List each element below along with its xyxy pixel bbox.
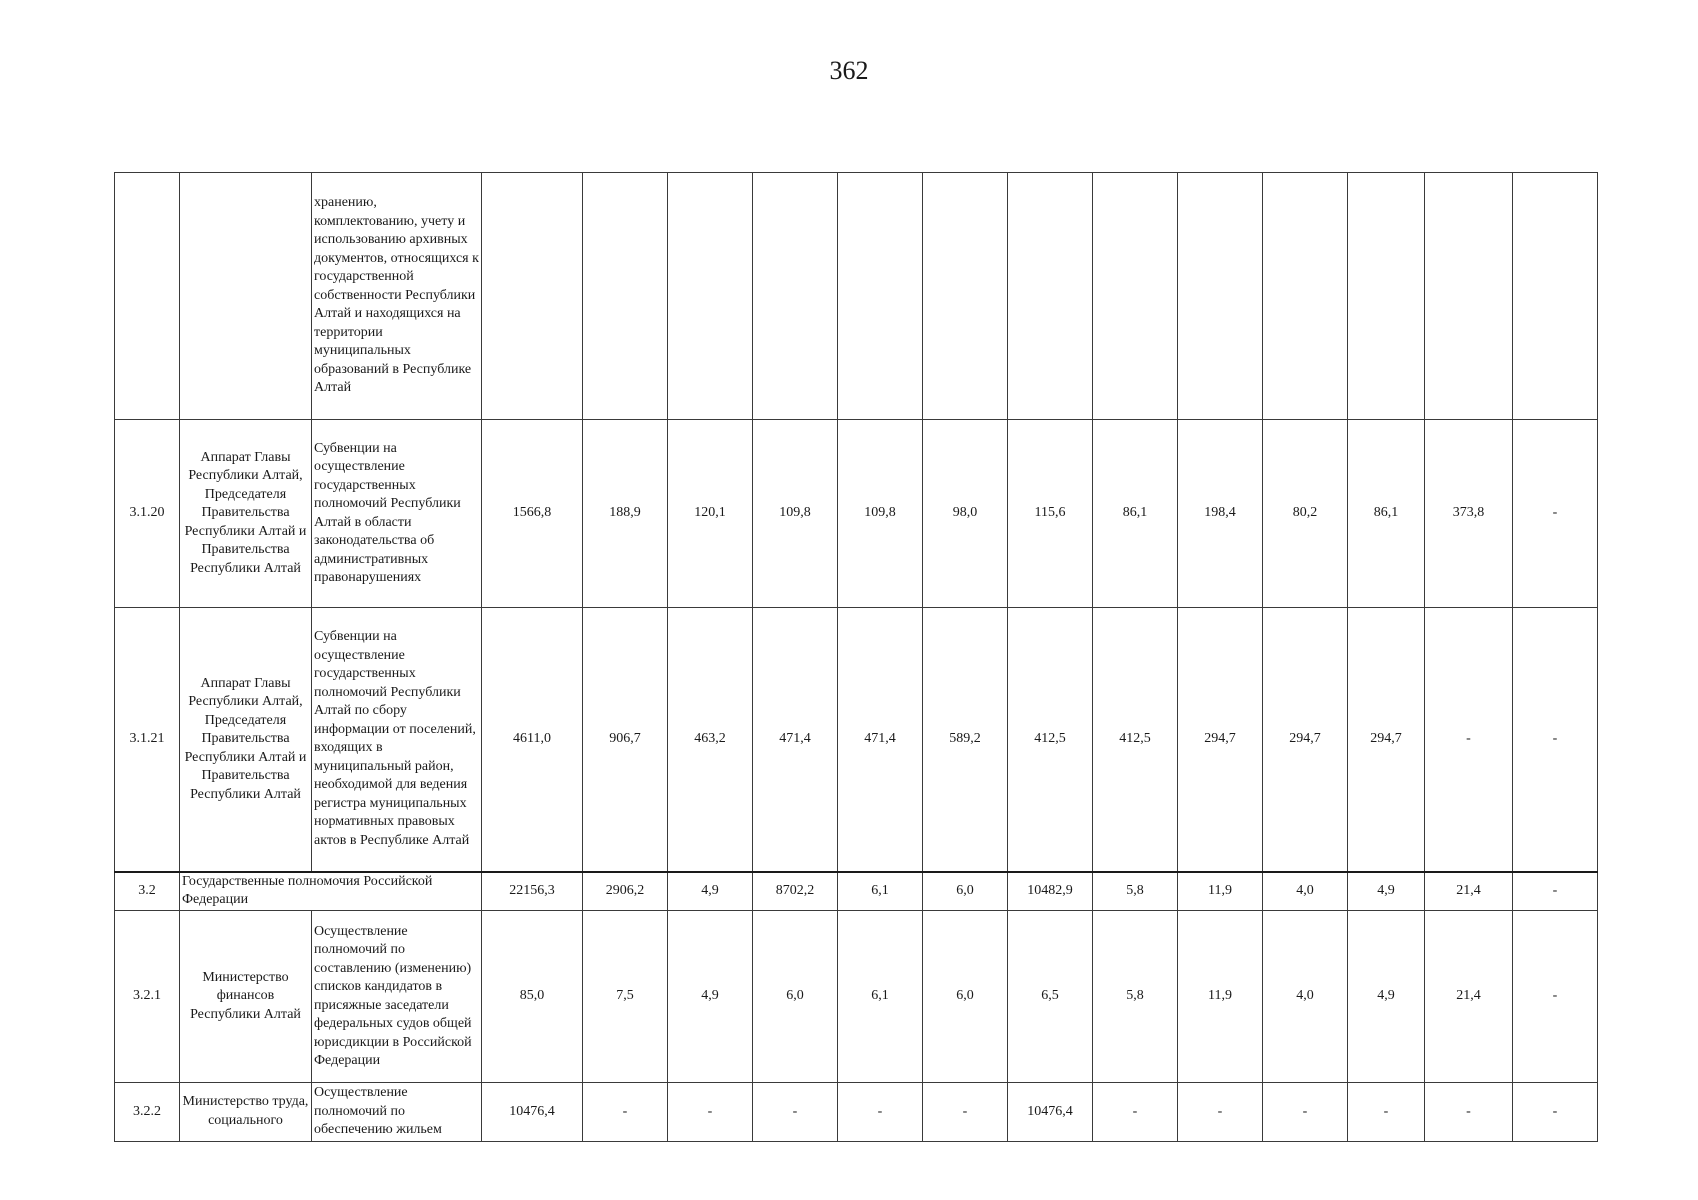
value-cell: 5,8 <box>1093 872 1178 911</box>
value-cell: 6,1 <box>838 911 923 1083</box>
table-row <box>115 173 1598 420</box>
value-cell: 80,2 <box>1263 420 1348 608</box>
value-cell: 85,0 <box>482 911 583 1083</box>
value-cell: 906,7 <box>583 608 668 872</box>
description-cell: Осуществление полномочий по составлению (изменению) списков кандидатов в присяжные заседатели федеральных судов общей юрисдикции в Российской Федерации <box>312 911 482 1083</box>
value-cell: 412,5 <box>1093 608 1178 872</box>
value-cell: 294,7 <box>1178 608 1263 872</box>
value-cell: 471,4 <box>753 608 838 872</box>
value-cell: - <box>1513 608 1598 872</box>
value-cell: 11,9 <box>1178 872 1263 911</box>
value-cell: 294,7 <box>1348 608 1425 872</box>
value-cell: 21,4 <box>1425 872 1513 911</box>
row-number-cell: 3.2.2 <box>115 1083 180 1142</box>
value-cell: 4,0 <box>1263 911 1348 1083</box>
value-cell <box>482 173 583 420</box>
value-cell: 4,0 <box>1263 872 1348 911</box>
value-cell <box>583 173 668 420</box>
value-cell: 8702,2 <box>753 872 838 911</box>
value-cell <box>1178 173 1263 420</box>
value-cell: 11,9 <box>1178 911 1263 1083</box>
value-cell: - <box>838 1083 923 1142</box>
value-cell: 4,9 <box>668 872 753 911</box>
table-row <box>115 1083 1598 1142</box>
value-cell: 98,0 <box>923 420 1008 608</box>
value-cell: - <box>1425 608 1513 872</box>
value-cell <box>1348 173 1425 420</box>
value-cell: - <box>753 1083 838 1142</box>
table-row <box>115 911 1598 1083</box>
page-number: 362 <box>829 56 869 85</box>
value-cell <box>1513 173 1598 420</box>
value-cell: - <box>1513 872 1598 911</box>
value-cell: 1566,8 <box>482 420 583 608</box>
value-cell: 6,1 <box>838 872 923 911</box>
value-cell: 294,7 <box>1263 608 1348 872</box>
value-cell: 198,4 <box>1178 420 1263 608</box>
value-cell: 471,4 <box>838 608 923 872</box>
value-cell: - <box>1513 420 1598 608</box>
value-cell <box>1008 173 1093 420</box>
value-cell: 10476,4 <box>482 1083 583 1142</box>
organization-cell: Министерство финансов Республики Алтай <box>180 911 312 1083</box>
value-cell: - <box>1093 1083 1178 1142</box>
organization-cell: Аппарат Главы Республики Алтай, Председателя Правительства Республики Алтай и Правительства Республики Алтай <box>180 608 312 872</box>
table-row <box>115 872 1598 911</box>
description-cell: хранению, комплектованию, учету и использованию архивных документов, относящихся к государственной собственности Республики Алтай и находящихся на территории муниципальных образований в Республике Алтай <box>312 173 482 420</box>
value-cell <box>1093 173 1178 420</box>
value-cell: 115,6 <box>1008 420 1093 608</box>
row-number-cell: 3.1.20 <box>115 420 180 608</box>
section-name-cell: Государственные полномочия Российской Федерации <box>180 872 482 911</box>
value-cell: - <box>1425 1083 1513 1142</box>
row-number-cell: 3.2 <box>115 872 180 911</box>
value-cell: - <box>668 1083 753 1142</box>
value-cell: 6,0 <box>923 872 1008 911</box>
value-cell: 589,2 <box>923 608 1008 872</box>
value-cell <box>923 173 1008 420</box>
table-row <box>115 608 1598 872</box>
value-cell: 6,0 <box>753 911 838 1083</box>
value-cell <box>1425 173 1513 420</box>
value-cell: - <box>1348 1083 1425 1142</box>
value-cell: 109,8 <box>753 420 838 608</box>
value-cell: - <box>1178 1083 1263 1142</box>
value-cell: - <box>923 1083 1008 1142</box>
value-cell: 188,9 <box>583 420 668 608</box>
value-cell: 4,9 <box>668 911 753 1083</box>
value-cell: 21,4 <box>1425 911 1513 1083</box>
value-cell: - <box>1513 1083 1598 1142</box>
organization-cell <box>180 173 312 420</box>
row-number-cell: 3.2.1 <box>115 911 180 1083</box>
value-cell: 6,0 <box>923 911 1008 1083</box>
table-row <box>115 420 1598 608</box>
value-cell: - <box>1263 1083 1348 1142</box>
value-cell: - <box>583 1083 668 1142</box>
description-cell: Осуществление полномочий по обеспечению жильем <box>312 1083 482 1142</box>
value-cell <box>1263 173 1348 420</box>
value-cell: - <box>1513 911 1598 1083</box>
description-cell: Субвенции на осуществление государственных полномочий Республики Алтай по сбору информации от поселений, входящих в муниципальный район, необходимой для ведения регистра муниципальных нормативных правовых актов в Республике Алтай <box>312 608 482 872</box>
value-cell: 10482,9 <box>1008 872 1093 911</box>
organization-cell: Аппарат Главы Республики Алтай, Председателя Правительства Республики Алтай и Правительства Республики Алтай <box>180 420 312 608</box>
row-number-cell <box>115 173 180 420</box>
row-number-cell: 3.1.21 <box>115 608 180 872</box>
value-cell <box>753 173 838 420</box>
value-cell: 120,1 <box>668 420 753 608</box>
value-cell <box>838 173 923 420</box>
value-cell: 22156,3 <box>482 872 583 911</box>
value-cell: 2906,2 <box>583 872 668 911</box>
value-cell: 4,9 <box>1348 911 1425 1083</box>
value-cell: 4611,0 <box>482 608 583 872</box>
value-cell: 6,5 <box>1008 911 1093 1083</box>
value-cell: 10476,4 <box>1008 1083 1093 1142</box>
budget-table <box>114 172 1598 1142</box>
value-cell: 86,1 <box>1348 420 1425 608</box>
organization-cell: Министерство труда, социального <box>180 1083 312 1142</box>
value-cell: 373,8 <box>1425 420 1513 608</box>
value-cell: 4,9 <box>1348 872 1425 911</box>
value-cell <box>668 173 753 420</box>
value-cell: 412,5 <box>1008 608 1093 872</box>
value-cell: 86,1 <box>1093 420 1178 608</box>
description-cell: Субвенции на осуществление государственных полномочий Республики Алтай в области законодательства об административных правонарушениях <box>312 420 482 608</box>
value-cell: 5,8 <box>1093 911 1178 1083</box>
value-cell: 7,5 <box>583 911 668 1083</box>
value-cell: 109,8 <box>838 420 923 608</box>
value-cell: 463,2 <box>668 608 753 872</box>
